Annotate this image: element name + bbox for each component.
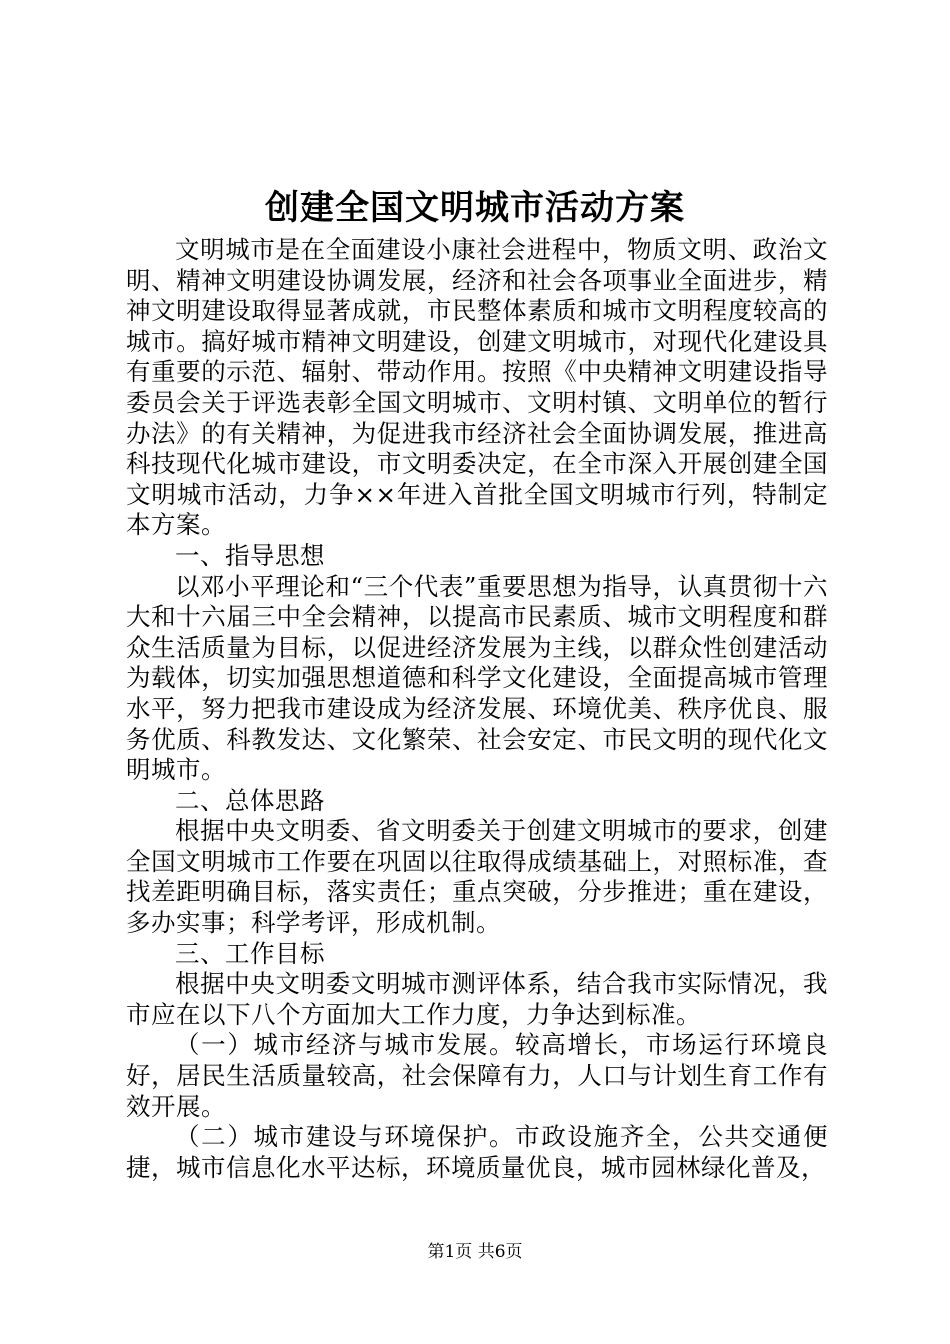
- section-heading-work-goals: 三、工作目标: [175, 938, 325, 968]
- document-title: 创建全国文明城市活动方案: [265, 188, 685, 228]
- section-heading-guiding-ideology: 一、指导思想: [175, 540, 325, 570]
- intro-paragraph: 文明城市是在全面建设小康社会进程中，物质文明、政治文明、精神文明建设协调发展，经济和社会各项事业全面进步，精神文明建设取得显著成就，市民整体素质和城市文明程度较高的城市。搞好城市精神文明建设，创建文明城市，对现代化建设具有重要的示范、辐射、带动作用。按照《中央精神文明建设指导委员会关于评选表彰全国文明城市、文明村镇、文明单位的暂行办法》的有关精神，为促进我市经济社会全面协调发展，推进高科技现代化城市建设，市文明委决定，在全市深入开展创建全国文明城市活动，力争××年进入首批全国文明城市行列，特制定本方案。: [126, 235, 828, 540]
- work-goals-paragraph: 根据中央文明委文明城市测评体系，结合我市实际情况，我市应在以下八个方面加大工作力度，力争达到标准。: [126, 969, 828, 1029]
- guiding-ideology-paragraph: 以邓小平理论和“三个代表”重要思想为指导，认真贯彻十六大和十六届三中全会精神，以提高市民素质、城市文明程度和群众生活质量为目标，以促进经济发展为主线，以群众性创建活动为载体，切实加强思想道德和科学文化建设，全面提高城市管理水平，努力把我市建设成为经济发展、环境优美、秩序优良、服务优质、科教发达、文化繁荣、社会安定、市民文明的现代化文明城市。: [126, 571, 828, 785]
- section-heading-overall-approach: 二、总体思路: [175, 785, 325, 815]
- document-body: [126, 235, 828, 1183]
- overall-approach-paragraph: 根据中央文明委、省文明委关于创建文明城市的要求，创建全国文明城市工作要在巩固以往取得成绩基础上，对照标准，查找差距明确目标，落实责任；重点突破，分步推进；重在建设，多办实事；科学考评，形成机制。: [126, 816, 828, 938]
- goal-item-2: （二）城市建设与环境保护。市政设施齐全，公共交通便捷，城市信息化水平达标，环境质量优良，城市园林绿化普及，: [126, 1122, 828, 1182]
- goal-item-1: （一）城市经济与城市发展。较高增长，市场运行环境良好，居民生活质量较高，社会保障有力，人口与计划生育工作有效开展。: [126, 1030, 828, 1121]
- page-footer: 第1页 共6页: [427, 1242, 523, 1262]
